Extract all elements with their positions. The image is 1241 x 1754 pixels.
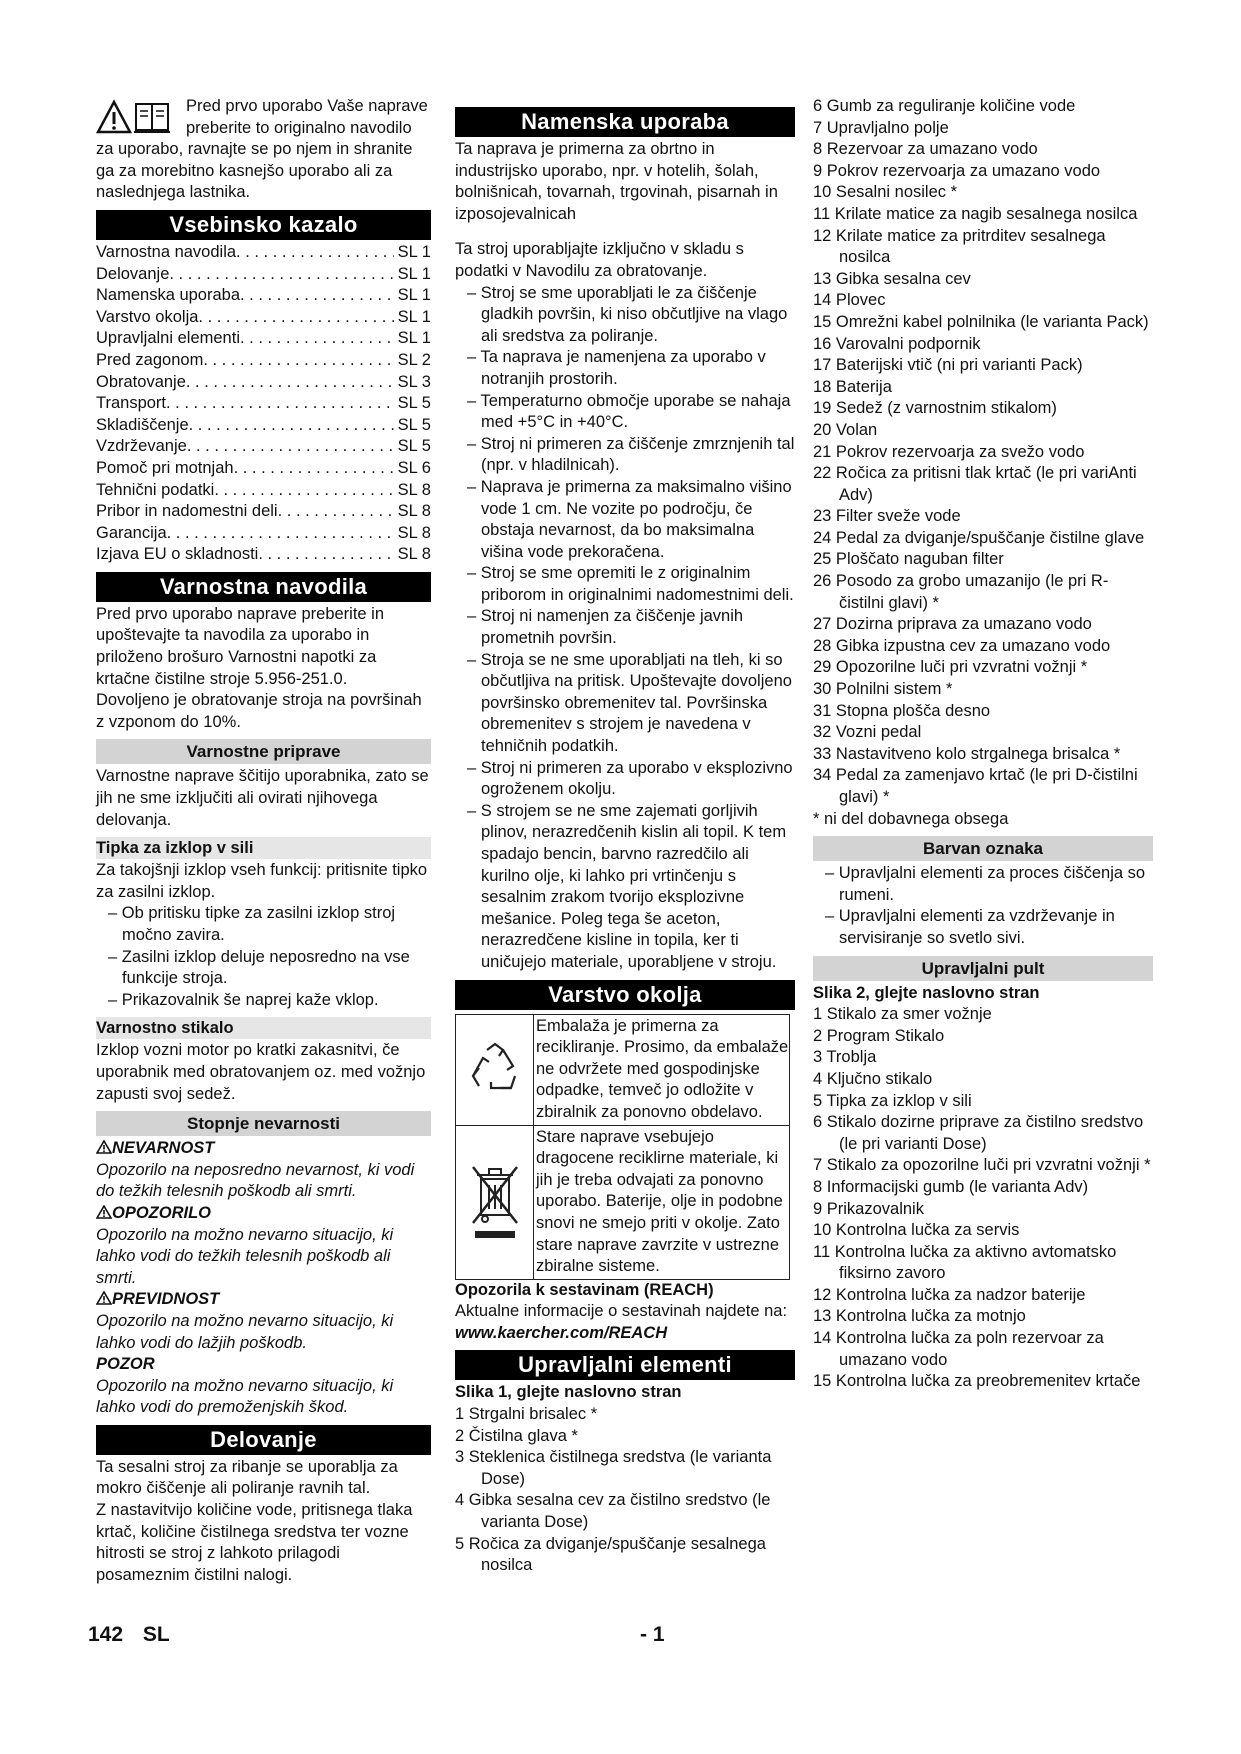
- list-item: 5 Tipka za izklop v sili: [813, 1091, 972, 1110]
- estop-list: [96, 903, 431, 1011]
- toc-entry: [96, 501, 431, 523]
- danger-level-heading: [96, 1138, 431, 1160]
- toc-entry-dots: [258, 544, 393, 566]
- toc-entry: [96, 544, 431, 566]
- danger-level-heading: [96, 1289, 431, 1311]
- safety-heading: Varnostna navodila: [96, 572, 431, 602]
- list-item: – Prikazovalnik še naprej kaže vklop.: [96, 990, 431, 1012]
- controls-list-b: [813, 96, 1153, 809]
- list-item: 21 Pokrov rezervoarja za svežo vodo: [813, 442, 1085, 461]
- toc-entry-title: Obratovanje: [96, 372, 186, 391]
- safety-paragraph-1: Pred prvo uporabo naprave preberite in upoštevajte ta navodila za uporabo in priloženo brošuro Varnostni napotki za krtačne čistilne stroje 5.956-251.0.: [96, 604, 385, 688]
- list-item: 6 Stikalo dozirne priprave za čistilno sredstvo (le pri varianti Dose): [813, 1113, 1144, 1153]
- toc-entry-title: Tehnični podatki: [96, 480, 215, 499]
- list-item: – Naprava je primerna za maksimalno višino vode 1 cm. Ne vozite po področju, če obstaja nevarnost, da bo maksimalna višina vode prekoračena.: [455, 477, 795, 563]
- toc-list: [96, 242, 431, 566]
- toc-entry-page: SL 5: [397, 394, 431, 413]
- safety-switch-heading: Varnostno stikalo: [96, 1017, 431, 1039]
- list-item: 15 Omrežni kabel polnilnika (le varianta Pack): [813, 312, 1149, 331]
- estop-text: Za takojšnji izklop vseh funkcij: pritisnite tipko za zasilni izklop.: [96, 861, 428, 901]
- intro-text: Pred prvo uporabo Vaše naprave preberite to originalno navodilo za uporabo, ravnajte se po njem in shranite ga za morebitno kasnejšo uporabo ali za naslednjega lastnika.: [96, 97, 428, 202]
- toc-entry-page: SL 8: [397, 480, 431, 499]
- recycling-icon: [456, 1015, 534, 1125]
- toc-heading: Vsebinsko kazalo: [96, 210, 431, 240]
- danger-level-text: Opozorilo na možno nevarno situacijo, ki lahko vodi do premoženjskih škod.: [96, 1376, 394, 1417]
- list-item: 2 Program Stikalo: [813, 1026, 945, 1045]
- list-item: 5 Ročica za dviganje/spuščanje sesalnega nosilca: [455, 1534, 766, 1575]
- toc-entry-title: Delovanje: [96, 264, 170, 283]
- toc-entry: [96, 285, 431, 307]
- environment-table: [455, 1014, 790, 1280]
- toc-entry-page: SL 8: [397, 545, 431, 564]
- environment-heading: Varstvo okolja: [455, 980, 795, 1010]
- list-item: – Stroj ni primeren za čiščenje zmrznjenih tal (npr. v hladilnicah).: [455, 434, 795, 477]
- toc-entry-dots: [166, 393, 394, 415]
- reach-heading: Opozorila k sestavinam (REACH): [455, 1280, 714, 1299]
- danger-level-label: POZOR: [96, 1355, 155, 1374]
- list-item: – Upravljalni elementi za vzdrževanje in servisiranje so svetlo sivi.: [813, 906, 1153, 949]
- crossed-bin-icon: [456, 1126, 534, 1279]
- page-footer-left: [88, 1624, 170, 1646]
- toc-entry-title: Pomoč pri motnjah: [96, 458, 234, 477]
- list-item: – Ob pritisku tipke za zasilni izklop stroj močno zavira.: [96, 903, 431, 946]
- list-item: 29 Opozorilne luči pri vzvratni vožnji *: [813, 658, 1088, 677]
- toc-entry-title: Varstvo okolja: [96, 307, 199, 326]
- list-item: 10 Sesalni nosilec *: [813, 183, 958, 202]
- list-item: – S strojem se ne sme zajemati gorljivih plinov, nerazredčenih kislin ali topil. K tem spadajo bencin, barvno razredčilo ali kurilno olje, ki lahko pri vrtinčenju s sesalnim zrakom tvorijo eksplozivne mešanice. Poleg tega še aceton, nerazredčene kisline in topila, ker ti uničujejo materiale, uporabljene v stroju.: [455, 801, 795, 974]
- toc-entry-title: Pred zagonom: [96, 350, 204, 369]
- list-item: 33 Nastavitveno kolo strgalnega brisalca *: [813, 744, 1121, 763]
- page-number: 142: [88, 1623, 124, 1646]
- toc-entry-dots: [240, 285, 394, 307]
- column-3: [813, 96, 1153, 1393]
- list-item: 4 Gibka sesalna cev za čistilno sredstvo (le varianta Dose): [455, 1491, 771, 1532]
- controls-figure-title: Slika 1, glejte naslovno stran: [455, 1383, 682, 1402]
- environment-disposal-text: Stare naprave vsebujejo dragocene reciklirne materiale, ki jih je treba odvajati za ponovno uporabo. Baterije, olje in podobne snovi ne smejo priti v okolje. Zato stare naprave zavrzite v ustrezne zbiralne sisteme.: [536, 1127, 783, 1276]
- list-item: 23 Filter sveže vode: [813, 507, 961, 526]
- list-item: – Stroj se sme opremiti le z originalnim priborom in originalnimi nadomestnimi deli.: [455, 563, 795, 606]
- toc-entry-title: Skladiščenje: [96, 415, 189, 434]
- toc-entry-dots: [203, 350, 393, 372]
- warning-manual-icon: [96, 96, 180, 136]
- intended-use-heading: Namenska uporaba: [455, 107, 795, 137]
- control-panel-list: [813, 1004, 1153, 1393]
- list-item: 22 Ročica za pritisni tlak krtač (le pri variAnti Adv): [813, 464, 1137, 504]
- list-item: – Stroj se sme uporabljati le za čiščenje gladkih površin, ki niso občutljive na vlago ali sredstva za poliranje.: [455, 283, 795, 348]
- estop-heading: Tipka za izklop v sili: [96, 837, 431, 859]
- page-footer-center: - 1: [640, 1623, 665, 1646]
- intro-block: [96, 96, 431, 204]
- list-item: 14 Plovec: [813, 291, 886, 310]
- danger-level-label: NEVARNOST: [112, 1139, 215, 1158]
- warning-triangle-icon: [96, 1290, 112, 1308]
- color-coding-heading: Barvan oznaka: [813, 836, 1153, 861]
- danger-level-text: Opozorilo na možno nevarno situacijo, ki lahko vodi do težkih telesnih poškodb ali smrti.: [96, 1225, 394, 1287]
- toc-entry: [96, 458, 431, 480]
- danger-level-heading: [96, 1354, 431, 1376]
- toc-entry-page: SL 1: [397, 286, 431, 305]
- list-item: 32 Vozni pedal: [813, 723, 922, 742]
- toc-entry: [96, 372, 431, 394]
- danger-level-label: PREVIDNOST: [112, 1290, 220, 1309]
- toc-entry: [96, 523, 431, 545]
- list-item: 13 Gibka sesalna cev: [813, 269, 971, 288]
- toc-entry-page: SL 1: [397, 264, 431, 283]
- toc-entry-page: SL 5: [397, 437, 431, 456]
- toc-entry-page: SL 8: [397, 502, 431, 521]
- list-item: – Upravljalni elementi za proces čiščenja so rumeni.: [813, 863, 1153, 906]
- list-item: 17 Baterijski vtič (ni pri varianti Pack): [813, 356, 1083, 375]
- controls-list-a: [455, 1404, 795, 1577]
- toc-entry-dots: [240, 328, 394, 350]
- toc-entry: [96, 328, 431, 350]
- environment-row-packaging: [456, 1015, 789, 1126]
- list-item: 31 Stopna plošča desno: [813, 701, 991, 720]
- intended-use-paragraph-2: Ta stroj uporabljajte izključno v skladu s podatki v Navodilu za obratovanje.: [455, 240, 744, 280]
- list-item: 19 Sedež (z varnostnim stikalom): [813, 399, 1057, 418]
- list-item: – Stroj ni primeren za uporabo v eksplozivno ogroženem okolju.: [455, 758, 795, 801]
- list-item: 1 Strgalni brisalec *: [455, 1405, 598, 1424]
- color-coding-list: [813, 863, 1153, 949]
- toc-entry-dots: [187, 436, 394, 458]
- toc-entry-title: Namenska uporaba: [96, 286, 241, 305]
- toc-entry-dots: [234, 458, 394, 480]
- toc-entry-dots: [186, 372, 394, 394]
- list-item: 9 Pokrov rezervoarja za umazano vodo: [813, 161, 1101, 180]
- list-item: 14 Kontrolna lučka za poln rezervoar za umazano vodo: [813, 1329, 1104, 1369]
- toc-entry-title: Transport: [96, 394, 166, 413]
- danger-levels-heading: Stopnje nevarnosti: [96, 1111, 431, 1136]
- list-item: 20 Volan: [813, 420, 878, 439]
- list-item: 34 Pedal za zamenjavo krtač (le pri D-čistilni glavi) *: [813, 766, 1138, 806]
- controls-heading: Upravljalni elementi: [455, 1350, 795, 1380]
- toc-entry-dots: [214, 480, 393, 502]
- list-item: 12 Kontrolna lučka za nadzor baterije: [813, 1285, 1086, 1304]
- list-item: – Stroj ni namenjen za čiščenje javnih prometnih površin.: [455, 606, 795, 649]
- operation-paragraph-2: Z nastavitvijo količine vode, pritisnega tlaka krtač, količine čistilnega sredstva ter vozne hitrosti se stroj z lahkoto prilagodi posameznim čistilni nalogi.: [96, 1501, 413, 1584]
- toc-entry-dots: [167, 523, 394, 545]
- list-item: – Stroja se ne sme uporabljati na tleh, ki so občutljiva na pritisk. Upoštevajte dovoljeno površinsko obremenitev tal. Površinska obremenitev s strojem je navedena v tehničnih podatkih.: [455, 650, 795, 758]
- controls-footnote: * ni del dobavnega obsega: [813, 809, 1009, 828]
- list-item: 10 Kontrolna lučka za servis: [813, 1221, 1020, 1240]
- safety-devices-text: Varnostne naprave ščitijo uporabnika, zato se jih ne sme izključiti ali ovirati njihovega delovanja.: [96, 767, 429, 829]
- danger-level-text: Opozorilo na neposredno nevarnost, ki vodi do težkih telesnih poškodb ali smrti.: [96, 1160, 415, 1201]
- toc-entry-title: Upravljalni elementi: [96, 329, 240, 348]
- list-item: 8 Informacijski gumb (le varianta Adv): [813, 1177, 1089, 1196]
- intended-use-list: [455, 283, 795, 974]
- panel-figure-title: Slika 2, glejte naslovno stran: [813, 983, 1040, 1002]
- operation-paragraph-1: Ta sesalni stroj za ribanje se uporablja za mokro čiščenje ali poliranje ravnih tal.: [96, 1457, 398, 1498]
- toc-entry-page: SL 2: [397, 350, 431, 369]
- toc-entry-dots: [236, 242, 394, 264]
- list-item: 2 Čistilna glava *: [455, 1426, 578, 1445]
- danger-level-heading: [96, 1203, 431, 1225]
- list-item: 7 Stikalo za opozorilne luči pri vzvratni vožnji *: [813, 1156, 1151, 1175]
- list-item: 18 Baterija: [813, 377, 892, 396]
- warning-triangle-icon: [96, 1139, 112, 1157]
- list-item: 25 Ploščato naguban filter: [813, 550, 1004, 569]
- list-item: 3 Troblja: [813, 1048, 877, 1067]
- toc-entry-page: SL 6: [397, 458, 431, 477]
- list-item: 27 Dozirna priprava za umazano vodo: [813, 615, 1092, 634]
- list-item: 1 Stikalo za smer vožnje: [813, 1005, 992, 1024]
- toc-entry-title: Garancija: [96, 523, 167, 542]
- warning-triangle-icon: [96, 1204, 112, 1222]
- environment-packaging-text: Embalaža je primerna za recikliranje. Prosimo, da embalaže ne odvržete med gospodinjske odpadke, temveč jo odložite v zbiralnik za ponovno obdelavo.: [536, 1016, 789, 1121]
- environment-row-disposal: [456, 1126, 789, 1279]
- list-item: 24 Pedal za dviganje/spuščanje čistilne glave: [813, 528, 1145, 547]
- toc-entry: [96, 264, 431, 286]
- list-item: – Ta naprava je namenjena za uporabo v notranjih prostorih.: [455, 347, 795, 390]
- safety-paragraph-2: Dovoljeno je obratovanje stroja na površinah z vzponom do 10%.: [96, 691, 422, 731]
- list-item: 12 Krilate matice za pritrditev sesalnega nosilca: [813, 226, 1106, 267]
- control-panel-heading: Upravljalni pult: [813, 956, 1153, 981]
- toc-entry-dots: [198, 307, 393, 329]
- column-2: [455, 96, 795, 1577]
- list-item: 3 Steklenica čistilnega sredstva (le varianta Dose): [455, 1448, 772, 1488]
- intended-use-paragraph-1: Ta naprava je primerna za obrtno in industrijsko uporabo, npr. v hotelih, šolah, bolnišnicah, tovarnah, trgovinah, pisarnah in izposojevalnicah: [455, 140, 778, 223]
- language-code: SL: [142, 1623, 170, 1646]
- toc-entry-page: SL 5: [397, 415, 431, 434]
- toc-entry-page: SL 1: [397, 242, 431, 261]
- toc-entry: [96, 436, 431, 458]
- toc-entry-page: SL 8: [397, 523, 431, 542]
- list-item: – Temperaturno območje uporabe se nahaja med +5°C in +40°C.: [455, 391, 795, 434]
- toc-entry-dots: [278, 501, 394, 523]
- toc-entry-dots: [189, 415, 394, 437]
- danger-levels-list: [96, 1138, 431, 1419]
- toc-entry: [96, 393, 431, 415]
- toc-entry-title: Izjava EU o skladnosti: [96, 545, 259, 564]
- list-item: 11 Krilate matice za nagib sesalnega nosilca: [813, 204, 1138, 223]
- reach-link[interactable]: www.kaercher.com/REACH: [455, 1323, 668, 1342]
- list-item: 13 Kontrolna lučka za motnjo: [813, 1307, 1026, 1326]
- list-item: 30 Polnilni sistem *: [813, 680, 953, 699]
- toc-entry: [96, 307, 431, 329]
- list-item: – Zasilni izklop deluje neposredno na vse funkcije stroja.: [96, 947, 431, 990]
- reach-text: Aktualne informacije o sestavinah najdete na:: [455, 1302, 788, 1321]
- toc-entry-page: SL 1: [397, 307, 431, 326]
- list-item: 9 Prikazovalnik: [813, 1199, 924, 1218]
- toc-entry-page: SL 1: [397, 329, 431, 348]
- toc-entry-title: Vzdrževanje: [96, 437, 187, 456]
- toc-entry-title: Pribor in nadomestni deli: [96, 502, 278, 521]
- operation-heading: Delovanje: [96, 1425, 431, 1455]
- list-item: 15 Kontrolna lučka za preobremenitev krtače: [813, 1372, 1141, 1391]
- list-item: 11 Kontrolna lučka za aktivno avtomatsko fiksirno zavoro: [813, 1242, 1117, 1283]
- toc-entry: [96, 350, 431, 372]
- safety-devices-heading: Varnostne priprave: [96, 739, 431, 764]
- danger-level-text: Opozorilo na možno nevarno situacijo, ki lahko vodi do lažjih poškodb.: [96, 1311, 394, 1352]
- column-1: [96, 96, 431, 1586]
- safety-switch-text: Izklop vozni motor po kratki zakasnitvi, če uporabnik med obratovanjem oz. med vožnjo zapusti svoj sedež.: [96, 1041, 426, 1103]
- toc-entry: [96, 480, 431, 502]
- list-item: 26 Posodo za grobo umazanijo (le pri R-čistilni glavi) *: [813, 572, 1109, 612]
- list-item: 28 Gibka izpustna cev za umazano vodo: [813, 636, 1111, 655]
- danger-level-label: OPOZORILO: [112, 1203, 211, 1222]
- toc-entry: [96, 415, 431, 437]
- toc-entry: [96, 242, 431, 264]
- list-item: 16 Varovalni podpornik: [813, 334, 981, 353]
- list-item: 7 Upravljalno polje: [813, 118, 949, 137]
- toc-entry-dots: [169, 264, 393, 286]
- toc-entry-page: SL 3: [397, 372, 431, 391]
- list-item: 4 Ključno stikalo: [813, 1069, 933, 1088]
- toc-entry-title: Varnostna navodila: [96, 242, 237, 261]
- list-item: 8 Rezervoar za umazano vodo: [813, 140, 1038, 159]
- list-item: 6 Gumb za reguliranje količine vode: [813, 97, 1076, 115]
